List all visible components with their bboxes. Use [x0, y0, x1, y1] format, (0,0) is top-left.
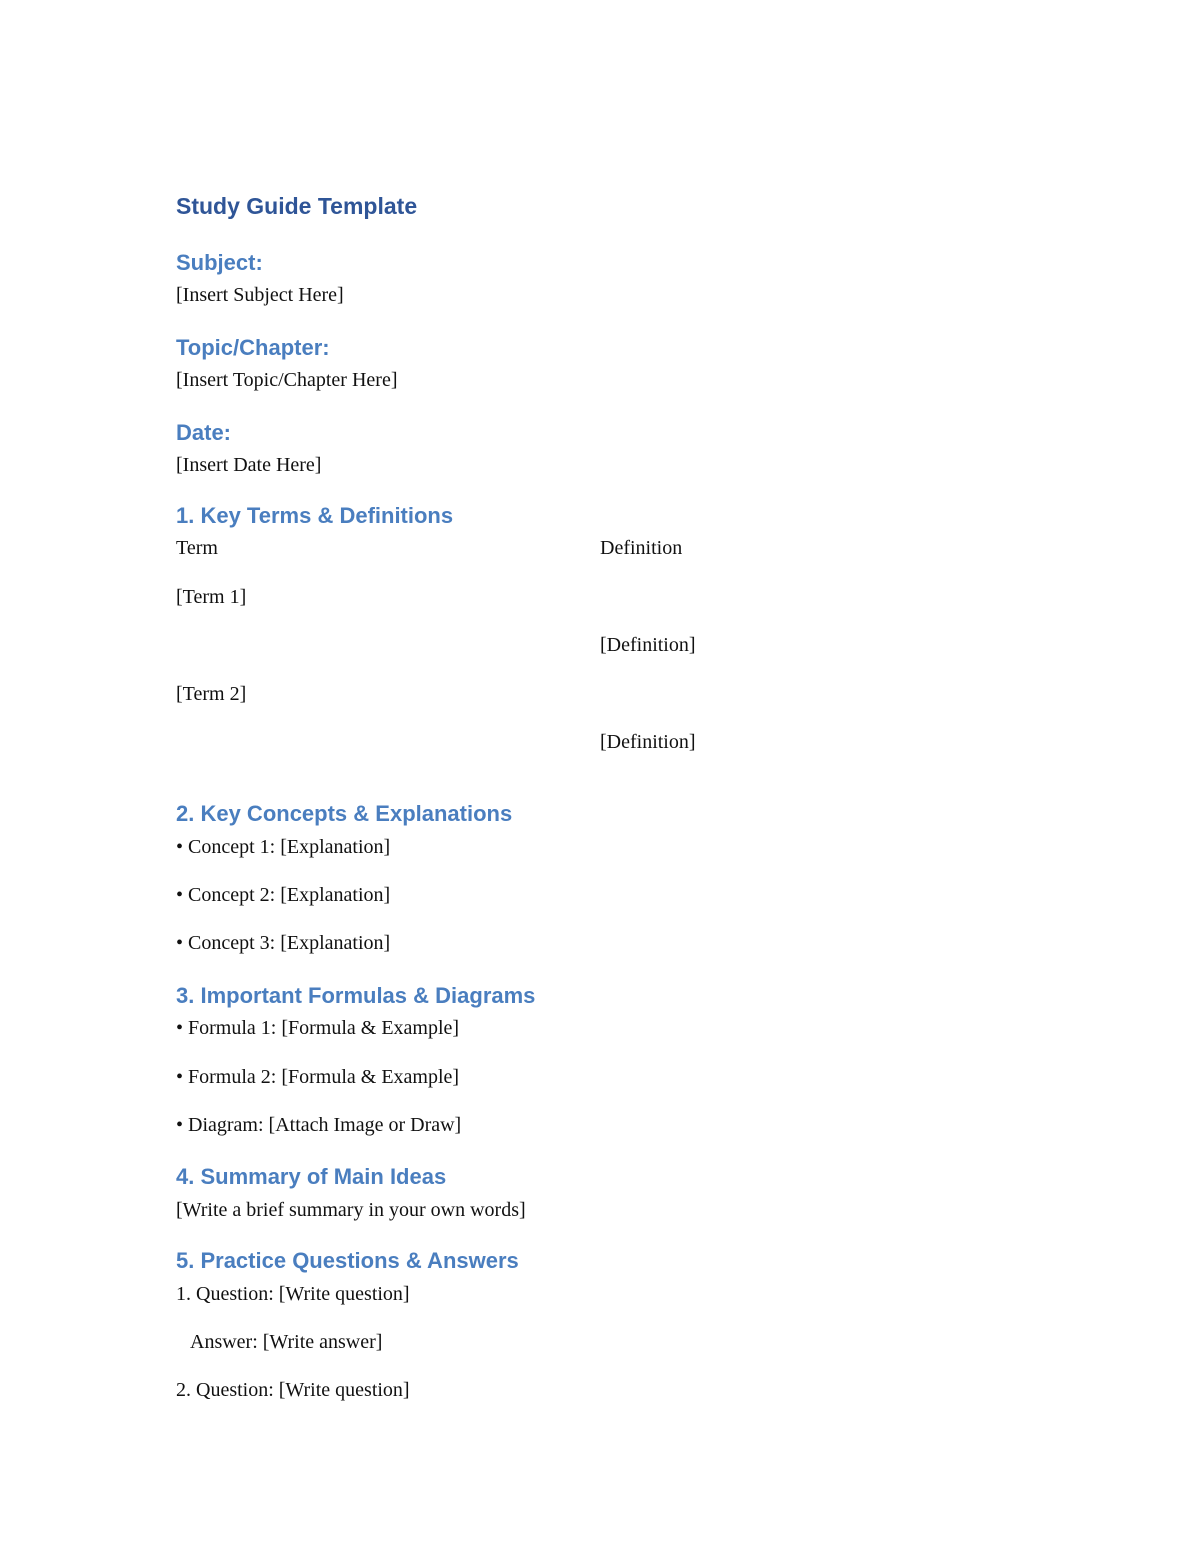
definition-column-header: Definition [600, 537, 683, 559]
date-value: [Insert Date Here] [176, 454, 322, 476]
formulas-heading: 3. Important Formulas & Diagrams [176, 983, 536, 1008]
document-title: Study Guide Template [176, 193, 418, 219]
key-terms-heading: 1. Key Terms & Definitions [176, 503, 454, 528]
question-item: 2. Question: [Write question] [176, 1379, 410, 1401]
term-column-header: Term [176, 537, 218, 559]
topic-value: [Insert Topic/Chapter Here] [176, 369, 398, 391]
summary-heading: 4. Summary of Main Ideas [176, 1164, 447, 1189]
date-label: Date: [176, 420, 232, 445]
definition-cell: [Definition] [600, 731, 696, 753]
term-cell: [Term 2] [176, 683, 247, 705]
subject-label: Subject: [176, 250, 263, 275]
definition-cell: [Definition] [600, 634, 696, 656]
formula-item: • Formula 1: [Formula & Example] [176, 1017, 460, 1039]
practice-heading: 5. Practice Questions & Answers [176, 1248, 519, 1273]
concept-item: • Concept 1: [Explanation] [176, 836, 391, 858]
summary-text: [Write a brief summary in your own words] [176, 1199, 526, 1221]
answer-item: Answer: [Write answer] [190, 1331, 383, 1353]
concepts-heading: 2. Key Concepts & Explanations [176, 801, 513, 826]
topic-label: Topic/Chapter: [176, 335, 330, 360]
subject-value: [Insert Subject Here] [176, 284, 344, 306]
diagram-item: • Diagram: [Attach Image or Draw] [176, 1114, 462, 1136]
concept-item: • Concept 2: [Explanation] [176, 884, 391, 906]
formula-item: • Formula 2: [Formula & Example] [176, 1066, 460, 1088]
term-cell: [Term 1] [176, 586, 247, 608]
concept-item: • Concept 3: [Explanation] [176, 932, 391, 954]
question-item: 1. Question: [Write question] [176, 1283, 410, 1305]
